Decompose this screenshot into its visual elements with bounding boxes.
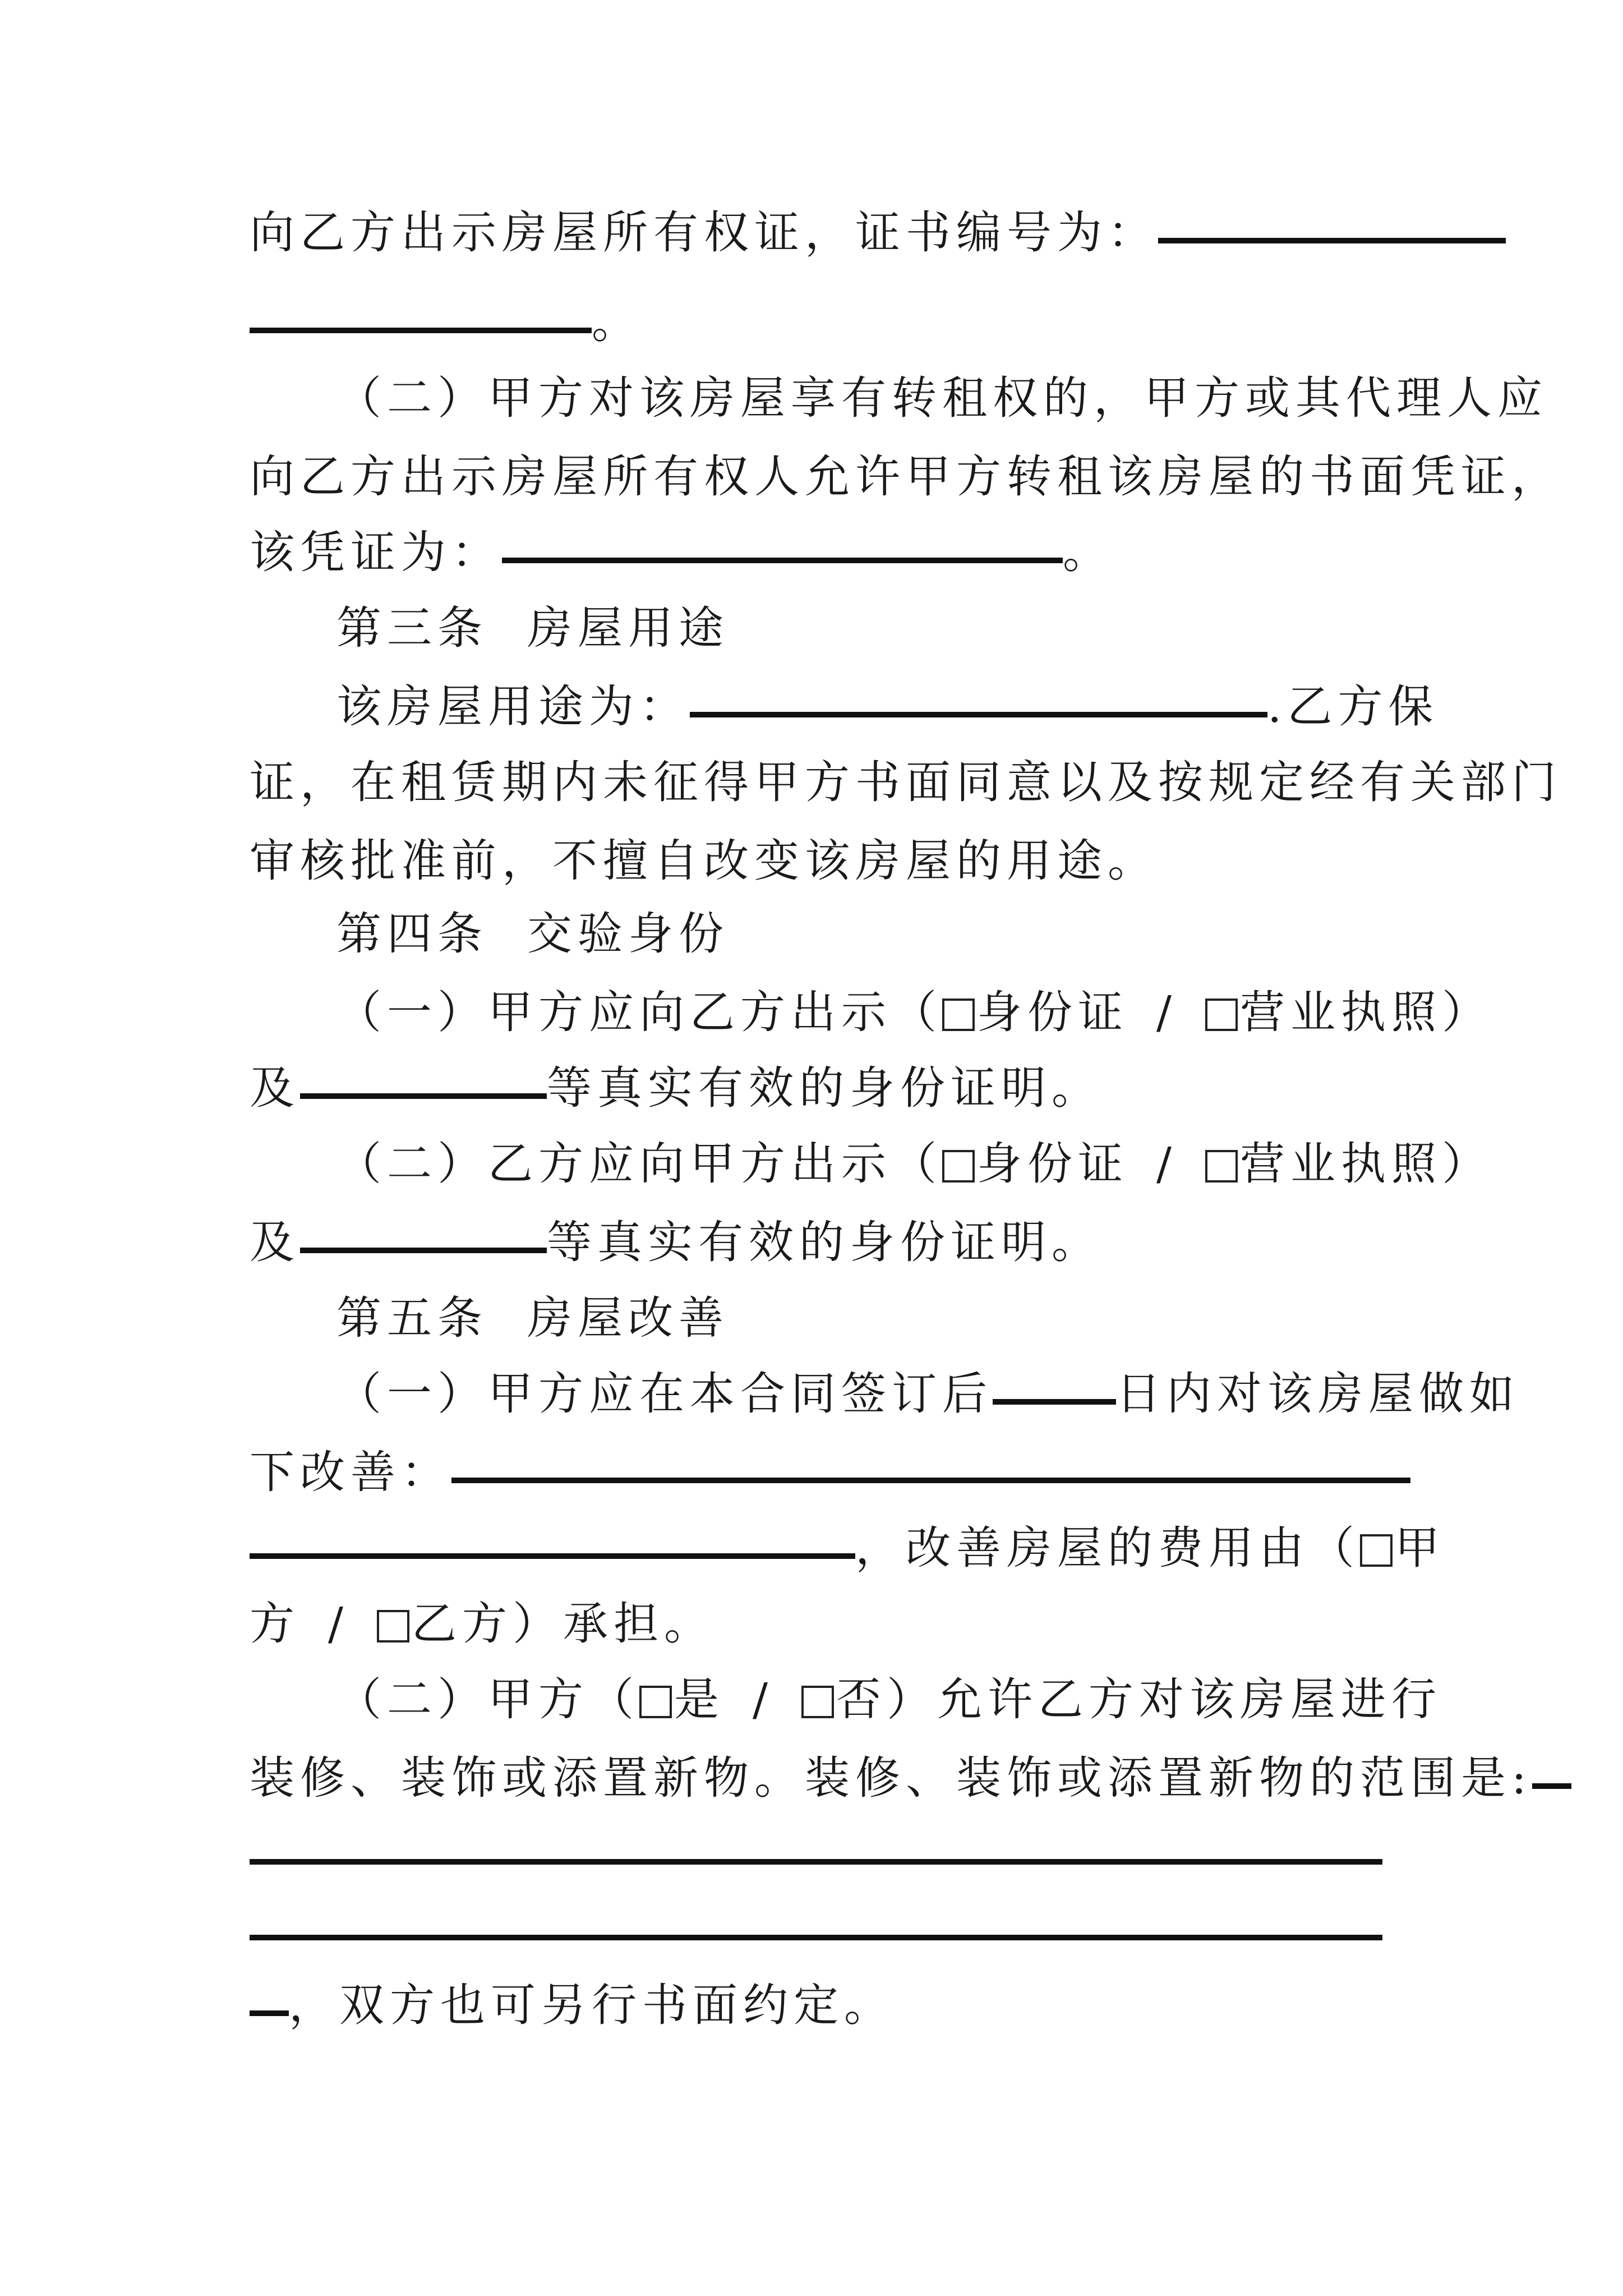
article-4-p2-line1 — [336, 1122, 1492, 1206]
ownership-certificate-line — [250, 191, 1506, 275]
text: 日内对该房屋做如 — [1116, 1368, 1520, 1420]
certificate-number-blank[interactable] — [1158, 238, 1506, 243]
article-title: 交验身份 — [527, 908, 729, 960]
article-number: 第五条 — [336, 1292, 488, 1344]
slash: / — [1156, 986, 1177, 1038]
text: 及 — [250, 1216, 300, 1268]
article-4-heading — [336, 892, 729, 976]
article-5-p1-line2 — [250, 1430, 1410, 1515]
text: （二）甲方对该房屋享有转租权的，甲方或其代理人应 — [336, 372, 1548, 424]
article-3-heading — [336, 586, 729, 670]
id-card-checkbox[interactable] — [942, 1150, 975, 1182]
option-label: 营业执照） — [1239, 986, 1492, 1038]
text: 向乙方出示房屋所有权证，证书编号为： — [250, 206, 1158, 259]
text: .乙方保 — [1267, 680, 1439, 733]
text: （二）乙方应向甲方出示（ — [336, 1138, 942, 1190]
sublease-paragraph-line1 — [250, 356, 1548, 440]
article-5-p2-line4 — [250, 1888, 1382, 1972]
article-number: 第三条 — [336, 602, 488, 654]
article-3-line2 — [250, 740, 1562, 825]
text: ，双方也可另行书面约定。 — [289, 1979, 895, 2031]
business-license-checkbox[interactable] — [1205, 1150, 1238, 1182]
text: 下改善： — [250, 1446, 451, 1498]
text: 证，在租赁期内未征得甲方书面同意以及按规定经有关部门 — [250, 756, 1562, 808]
text: （一）甲方应在本合同签订后 — [336, 1368, 993, 1420]
text: 及 — [250, 1062, 300, 1114]
sublease-paragraph-line2 — [250, 435, 1562, 519]
days-blank[interactable] — [993, 1399, 1116, 1405]
article-5-p2-line3 — [250, 1812, 1382, 1896]
no-checkbox[interactable] — [801, 1686, 834, 1718]
renovation-scope-blank-2[interactable] — [250, 1859, 1382, 1865]
business-license-checkbox[interactable] — [1205, 999, 1238, 1031]
improvements-blank-2[interactable] — [250, 1553, 855, 1559]
renovation-scope-blank-3[interactable] — [250, 1935, 1382, 1940]
article-5-p1-line1 — [336, 1352, 1520, 1436]
certificate-number-blank-2[interactable] — [250, 328, 592, 333]
article-title: 房屋用途 — [527, 602, 729, 654]
article-3-line3 — [250, 819, 1158, 903]
article-5-p2-line5 — [250, 1963, 895, 2047]
option-label: 身份证 — [977, 1138, 1128, 1190]
article-title: 房屋改善 — [527, 1292, 729, 1344]
yes-checkbox[interactable] — [639, 1686, 672, 1718]
improvements-blank[interactable] — [451, 1478, 1410, 1483]
option-label: 身份证 — [977, 986, 1128, 1038]
article-4-p1-line1 — [336, 970, 1492, 1055]
text: 等真实有效的身份证明。 — [547, 1062, 1102, 1114]
id-card-checkbox[interactable] — [942, 999, 975, 1031]
article-5-p1-line4 — [250, 1582, 714, 1666]
id-document-blank[interactable] — [300, 1093, 547, 1099]
option-label: 方 — [250, 1598, 300, 1650]
article-3-line1 — [336, 665, 1438, 749]
text: 向乙方出示房屋所有权人允许甲方转租该房屋的书面凭证， — [250, 450, 1562, 503]
text: 。 — [1063, 526, 1113, 578]
text: 审核批准前，不擅自改变该房屋的用途。 — [250, 835, 1158, 887]
text: （二）甲方（ — [336, 1673, 639, 1726]
article-number: 第四条 — [336, 908, 488, 960]
text: （一）甲方应向乙方出示（ — [336, 986, 942, 1038]
text: ，改善房屋的费用由（ — [855, 1522, 1360, 1574]
text: 装修、装饰或添置新物。装修、装饰或添置新物的范围是: — [250, 1752, 1532, 1804]
article-4-p2-line2 — [250, 1200, 1102, 1285]
party-a-checkbox[interactable] — [1360, 1534, 1393, 1567]
sublease-certificate-blank[interactable] — [502, 558, 1063, 563]
party-b-checkbox[interactable] — [377, 1610, 409, 1642]
option-label: 是 — [674, 1673, 725, 1726]
renovation-scope-blank-4[interactable] — [250, 2010, 289, 2016]
article-4-p1-line2 — [250, 1046, 1102, 1130]
article-5-heading — [336, 1276, 729, 1360]
slash: / — [1156, 1138, 1177, 1190]
article-5-p2-line1 — [336, 1658, 1442, 1742]
slash: / — [328, 1598, 349, 1650]
sublease-paragraph-line3 — [250, 510, 1113, 595]
slash: / — [753, 1673, 773, 1726]
option-label: 营业执照） — [1239, 1138, 1492, 1190]
id-document-blank-2[interactable] — [300, 1248, 547, 1253]
text: 否）允许乙方对该房屋进行 — [836, 1673, 1442, 1726]
certificate-number-continuation — [250, 280, 642, 365]
article-5-p2-line2 — [250, 1736, 1571, 1820]
text: 。 — [592, 296, 642, 348]
renovation-scope-blank[interactable] — [1532, 1783, 1571, 1789]
house-usage-blank[interactable] — [690, 712, 1267, 717]
text: 该凭证为： — [250, 526, 502, 578]
text: 乙方）承担。 — [411, 1598, 714, 1650]
option-label: 甲 — [1395, 1522, 1445, 1574]
text: 等真实有效的身份证明。 — [547, 1216, 1102, 1268]
text: 该房屋用途为： — [336, 680, 690, 733]
article-5-p1-line3 — [250, 1506, 1445, 1590]
